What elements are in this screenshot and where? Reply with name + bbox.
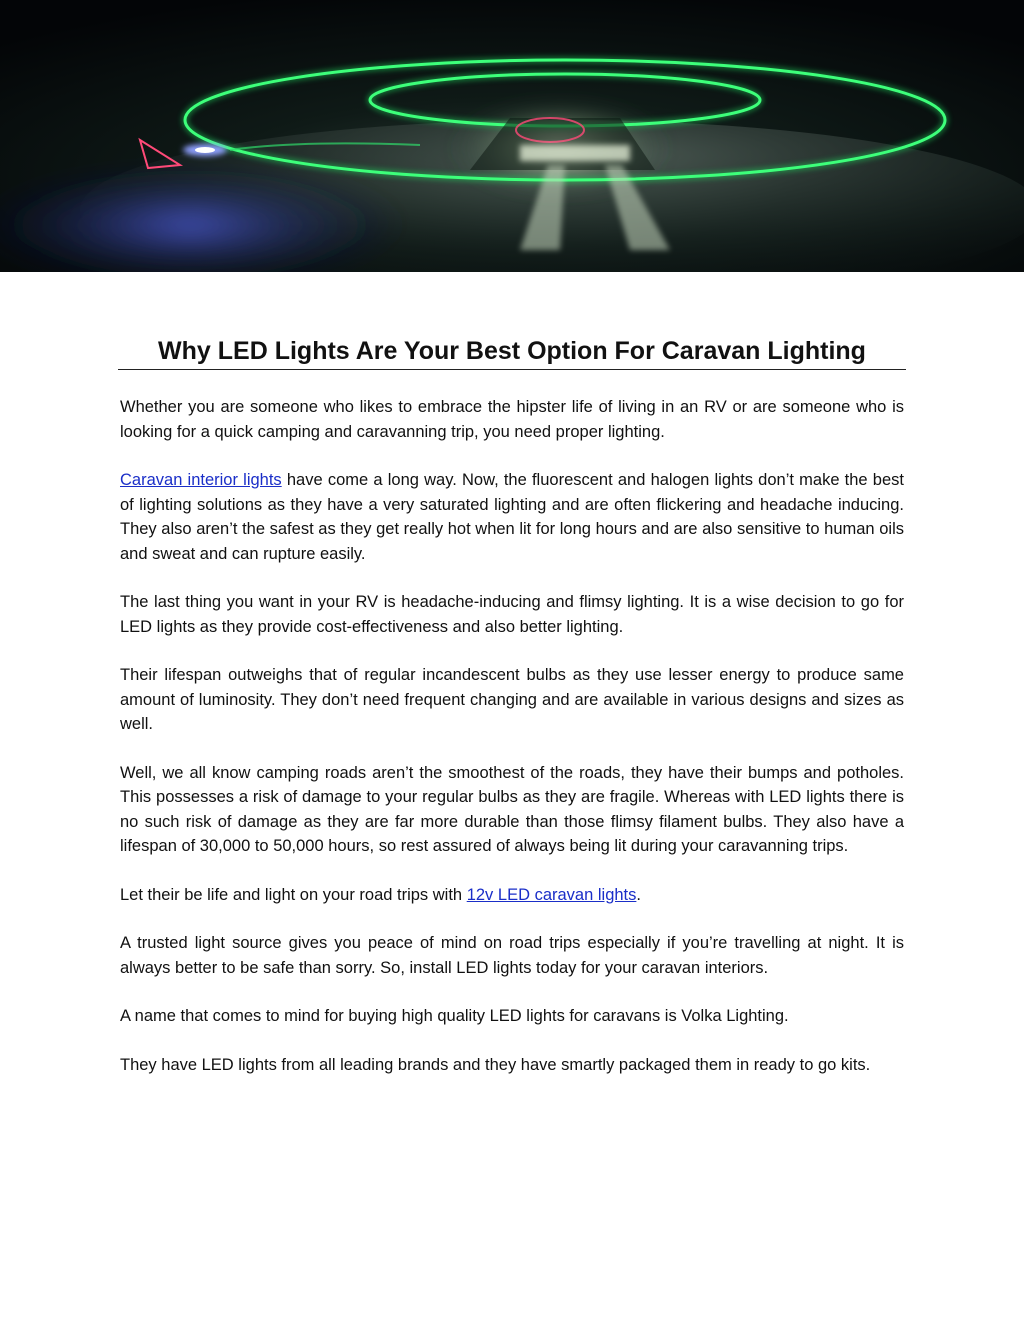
article: [120, 336, 904, 1074]
article-body: [120, 395, 904, 1101]
paragraph-led-decision: The last thing you want in your RV is headache-inducing and flimsy lighting. It is a wise decision to go for LED lights as they provide cost-effectiveness and also better lighting.: [120, 593, 904, 636]
led-lights-night-photo: [0, 0, 1024, 272]
paragraph-intro: Whether you are someone who likes to embrace the hipster life of living in an RV or are someone who is looking for a quick camping and caravanning trip, you need proper lighting.: [120, 398, 904, 441]
paragraph-kits: They have LED lights from all leading brands and they have smartly packaged them in ready to go kits.: [120, 1055, 871, 1074]
paragraph-text: have come a long way. Now, the fluorescent and halogen lights don’t make the best of lighting solutions as they have a very saturated lighting and are often flickering and headache inducing. They also aren’t the safest as they get really hot when lit for long hours and are also sensitive to human oils and sweat and can rupture easily.: [120, 471, 904, 563]
paragraph-volka: A name that comes to mind for buying high quality LED lights for caravans is Volka Lighting.: [120, 1007, 789, 1025]
hero-image: [0, 0, 1024, 272]
caravan-interior-lights-link[interactable]: Caravan interior lights: [120, 471, 282, 489]
paragraph-interior-lights: [120, 468, 904, 566]
page-title: Why LED Lights Are Your Best Option For Caravan Lighting: [158, 337, 866, 365]
paragraph-road-trips: [120, 883, 904, 908]
paragraph-text: .: [636, 885, 641, 904]
paragraph-peace-of-mind: A trusted light source gives you peace of mind on road trips especially if you’re travelling at night. It is always better to be safe than sorry. So, install LED lights today for your caravan interiors.: [120, 934, 904, 977]
paragraph-text: Let their be life and light on your road trips with: [120, 885, 467, 904]
title-divider: [118, 369, 906, 370]
paragraph-lifespan: Their lifespan outweighs that of regular incandescent bulbs as they use lesser energy to produce same amount of luminosity. They don’t need frequent changing and are available in various designs and sizes as well.: [120, 666, 904, 733]
paragraph-durability: Well, we all know camping roads aren’t the smoothest of the roads, they have their bumps and potholes. This possesses a risk of damage to your regular bulbs as they are fragile. Whereas with LED lights there is no such risk of damage as they are far more durable than those flimsy filament bulbs. They also have a lifespan of 30,000 to 50,000 hours, so rest assured of always being lit during your caravanning trips.: [120, 763, 904, 855]
12v-led-caravan-lights-link[interactable]: 12v LED caravan lights: [466, 885, 637, 904]
